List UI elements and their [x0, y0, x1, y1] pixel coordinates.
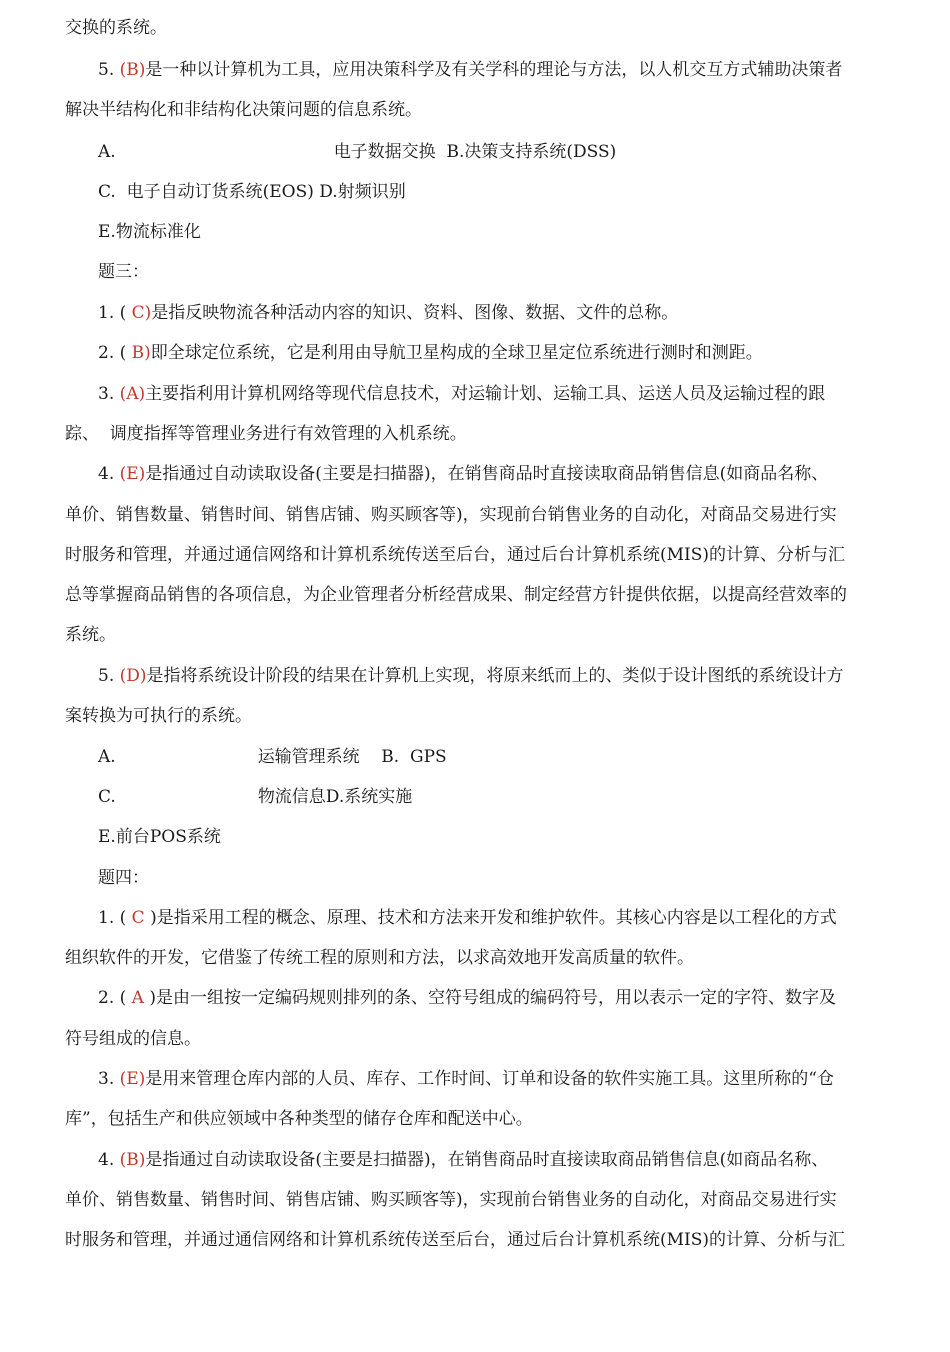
- text-run: A.: [98, 142, 116, 162]
- text-line: [65, 503, 837, 527]
- text-run: 5.: [98, 60, 120, 80]
- text-run: 题三：: [98, 262, 149, 282]
- text-run: 解决半结构化和非结构化决策问题的信息系统。: [65, 100, 422, 120]
- answer-mark: A: [131, 988, 144, 1008]
- text-run: 主要指利用计算机网络等现代信息技术，对运输计划、运输工具、运送人员及运输过程的跟: [145, 384, 826, 404]
- answer-mark: (E): [119, 464, 146, 484]
- text-line: [65, 704, 252, 728]
- text-run: C. 电子自动订货系统(EOS) D.射频识别: [98, 182, 406, 202]
- text-run: 5.: [98, 666, 120, 686]
- text-run: 是一种以计算机为工具，应用决策科学及有关学科的理论与方法，以人机交互方式辅助决策者: [145, 60, 843, 80]
- text-run: 1. (: [98, 908, 132, 928]
- text-line: [98, 906, 837, 930]
- text-run: 1. (: [98, 303, 132, 323]
- text-line: [98, 825, 221, 849]
- text-line: [65, 98, 422, 122]
- text-run: 案转换为可执行的系统。: [65, 706, 252, 726]
- text-run: 是指将系统设计阶段的结果在计算机上实现，将原来纸而上的、类似于设计图纸的系统设计方: [146, 666, 844, 686]
- text-run: 库”，包括生产和供应领域中各种类型的储存仓库和配送中心。: [65, 1109, 533, 1129]
- answer-mark: (B): [119, 1150, 146, 1170]
- text-run: 时服务和管理，并通过通信网络和计算机系统传送至后台，通过后台计算机系统(MIS)的计算、分析与汇: [65, 545, 846, 565]
- text-line: [98, 260, 149, 284]
- text-run: )是由一组按一定编码规则排列的条、空符号组成的编码符号，用以表示一定的字符、数字及: [143, 988, 836, 1008]
- text-run: E.物流标准化: [98, 222, 201, 242]
- text-run: 符号组成的信息。: [65, 1029, 201, 1049]
- text-line: [98, 220, 201, 244]
- text-line: [98, 462, 828, 486]
- text-run: 总等掌握商品销售的各项信息，为企业管理者分析经营成果、制定经营方针提供依据，以提高经营效率的: [65, 585, 847, 605]
- answer-mark: (B): [119, 60, 146, 80]
- text-run: 4.: [98, 1150, 120, 1170]
- text-line: [98, 382, 825, 406]
- text-run: 物流信息D.系统实施: [257, 787, 413, 807]
- text-line: [65, 16, 167, 40]
- text-line: [98, 1067, 834, 1091]
- text-run: 题四：: [98, 868, 149, 888]
- text-run: 踪、 调度指挥等管理业务进行有效管理的入机系统。: [65, 424, 467, 444]
- text-line: [98, 986, 836, 1010]
- text-run: 是指通过自动读取设备(主要是扫描器)，在销售商品时直接读取商品销售信息(如商品名称、: [145, 464, 829, 484]
- text-line: [65, 946, 694, 970]
- text-run: E.前台POS系统: [98, 827, 221, 847]
- text-run: 4.: [98, 464, 120, 484]
- text-run: C.: [98, 787, 116, 807]
- text-run: 2. (: [98, 343, 132, 363]
- text-run: 是指通过自动读取设备(主要是扫描器)，在销售商品时直接读取商品销售信息(如商品名称、: [145, 1150, 829, 1170]
- text-run: 运输管理系统 B. GPS: [257, 747, 447, 767]
- answer-mark: (E): [119, 1069, 146, 1089]
- text-line: [65, 1107, 533, 1131]
- text-line: [65, 583, 847, 607]
- text-line: [98, 301, 678, 325]
- text-line: [65, 1228, 845, 1252]
- text-line: [98, 664, 844, 688]
- text-line: [65, 623, 116, 647]
- text-line: [65, 1027, 201, 1051]
- text-run: 系统。: [65, 625, 116, 645]
- text-line: [98, 866, 149, 890]
- answer-mark: B): [131, 343, 151, 363]
- text-run: 电子数据交换 B.决策支持系统(DSS): [333, 142, 617, 162]
- text-run: 单价、销售数量、销售时间、销售店铺、购买顾客等)，实现前台销售业务的自动化，对商品交易进行实: [65, 1190, 837, 1210]
- text-line: [98, 745, 447, 769]
- text-run: 是指反映物流各种活动内容的知识、资料、图像、数据、文件的总称。: [151, 303, 679, 323]
- text-line: [98, 785, 412, 809]
- text-run: 交换的系统。: [65, 18, 167, 38]
- text-line: [98, 1148, 828, 1172]
- answer-mark: C: [131, 908, 145, 928]
- text-run: 2. (: [98, 988, 132, 1008]
- text-line: [65, 1188, 837, 1212]
- answer-mark: (A): [119, 384, 146, 404]
- text-run: 组织软件的开发，它借鉴了传统工程的原则和方法，以求高效地开发高质量的软件。: [65, 948, 694, 968]
- text-line: [98, 180, 406, 204]
- text-run: )是指采用工程的概念、原理、技术和方法来开发和维护软件。其核心内容是以工程化的方式: [144, 908, 837, 928]
- text-line: [98, 140, 616, 164]
- text-run: 单价、销售数量、销售时间、销售店铺、购买顾客等)，实现前台销售业务的自动化，对商品交易进行实: [65, 505, 837, 525]
- text-line: [65, 422, 467, 446]
- answer-mark: C): [131, 303, 152, 323]
- text-run: 3.: [98, 1069, 120, 1089]
- answer-mark: (D): [119, 666, 147, 686]
- text-run: 时服务和管理，并通过通信网络和计算机系统传送至后台，通过后台计算机系统(MIS)的计算、分析与汇: [65, 1230, 846, 1250]
- text-line: [65, 543, 845, 567]
- text-line: [98, 58, 842, 82]
- text-run: 即全球定位系统，它是利用由导航卫星构成的全球卫星定位系统进行测时和测距。: [150, 343, 763, 363]
- text-run: 3.: [98, 384, 120, 404]
- text-line: [98, 341, 763, 365]
- text-run: 是用来管理仓库内部的人员、库存、工作时间、订单和设备的软件实施工具。这里所称的“仓: [145, 1069, 835, 1089]
- text-run: A.: [98, 747, 116, 767]
